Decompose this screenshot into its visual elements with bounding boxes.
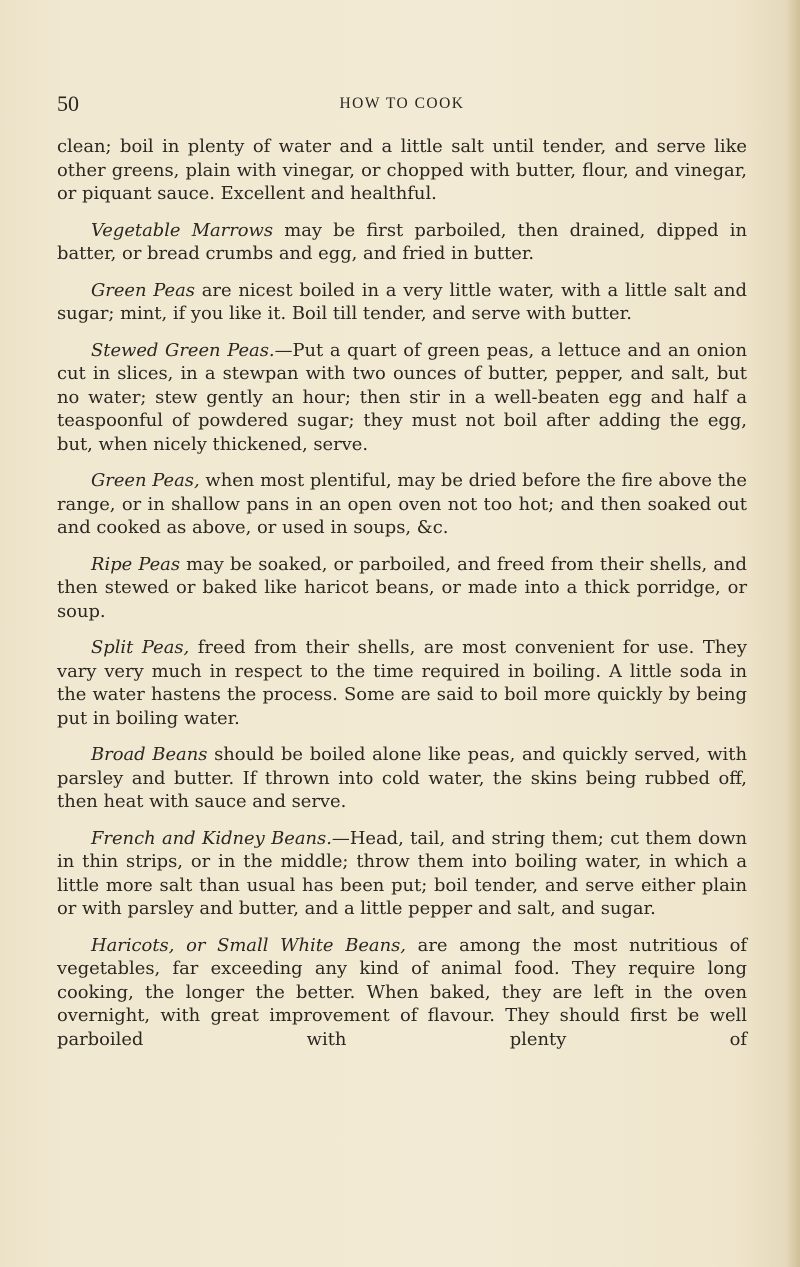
paragraph-text: should be boiled alone like peas, and quickly served, with parsley and butter. If thrown into cold water, the skins being rubbed off, then heat with sauce and serve.: [57, 744, 747, 812]
paragraph-ripe-peas: [57, 553, 747, 624]
paragraph-text: may be first parboiled, then drained, dipped in batter, or bread crumbs and egg, and fried in butter.: [57, 219, 747, 264]
paragraph-term: Green Peas: [91, 279, 195, 301]
running-head: HOW TO COOK: [339, 95, 465, 112]
paragraph-term: Vegetable Marrows: [91, 219, 274, 241]
paragraph-text: are among the most nutritious of vegetables, far exceeding any kind of animal food. They require long cooking, the longer the better. When baked, they are left in the oven overnight, with great improvement of flavour. They should first be well parboiled with plenty of: [57, 934, 747, 1050]
paragraph-french-kidney-beans: [57, 827, 747, 921]
paragraph-continuation: [57, 135, 747, 206]
paragraph-term: Broad Beans: [91, 744, 208, 765]
paragraph-stewed-green-peas: [57, 339, 747, 457]
paragraph-term: Haricots, or Small White Beans,: [91, 934, 406, 956]
paragraph-broad-beans: [57, 743, 747, 814]
paragraph-green-peas-dried: [57, 469, 747, 540]
paragraph-vegetable-marrows: [57, 219, 747, 266]
page-edge-shadow: [786, 0, 800, 1267]
paragraph-term: Ripe Peas: [91, 553, 181, 575]
paragraph-text: clean; boil in plenty of water and a little salt until tender, and serve like other greens, plain with vinegar, or chopped with butter, flour, and vinegar, or piquant sauce. Excellent and healthful.: [57, 136, 747, 204]
paragraph-green-peas: [57, 279, 747, 326]
paragraph-text: when most plentiful, may be dried before the fire above the range, or in shallow pans in an open oven not too hot; and then soaked out and cooked as above, or used in soups, &c.: [57, 470, 747, 538]
paragraph-text: freed from their shells, are most convenient for use. They vary very much in respect to the time required in boiling. A little soda in the water hastens the process. Some are said to boil more quickly by being put in boiling water.: [57, 637, 747, 729]
paragraph-term: Green Peas,: [91, 470, 200, 491]
page-number: 50: [57, 91, 79, 116]
paragraph-term: Split Peas,: [91, 637, 190, 658]
paragraph-haricots: [57, 934, 747, 1052]
paragraph-text: may be soaked, or parboiled, and freed from their shells, and then stewed or baked like haricot beans, or made into a thick porridge, or soup.: [57, 553, 747, 622]
page-body: [57, 135, 747, 1064]
paragraph-term: French and Kidney Beans.: [91, 827, 332, 849]
paragraph-text: are nicest boiled in a very little water, with a little salt and sugar; mint, if you like it. Boil till tender, and serve with butter.: [57, 279, 747, 324]
page-header: [57, 92, 747, 116]
paragraph-split-peas: [57, 636, 747, 730]
paragraph-term: Stewed Green Peas.: [91, 339, 275, 361]
paragraph-text: —Head, tail, and string them; cut them down in thin strips, or in the middle; throw them into boiling water, in which a little more salt than usual has been put; boil tender, and serve either plain or with parsley and butter, and a little pepper and salt, and sugar.: [57, 827, 747, 919]
paragraph-text: —Put a quart of green peas, a lettuce and an onion cut in slices, in a stewpan with two ounces of butter, pepper, and salt, but no water; stew gently an hour; then stir in a well-beaten egg and half a teaspoonful of powdered sugar; they must not boil after adding the egg, but, when nicely thickened, serve.: [57, 339, 747, 455]
